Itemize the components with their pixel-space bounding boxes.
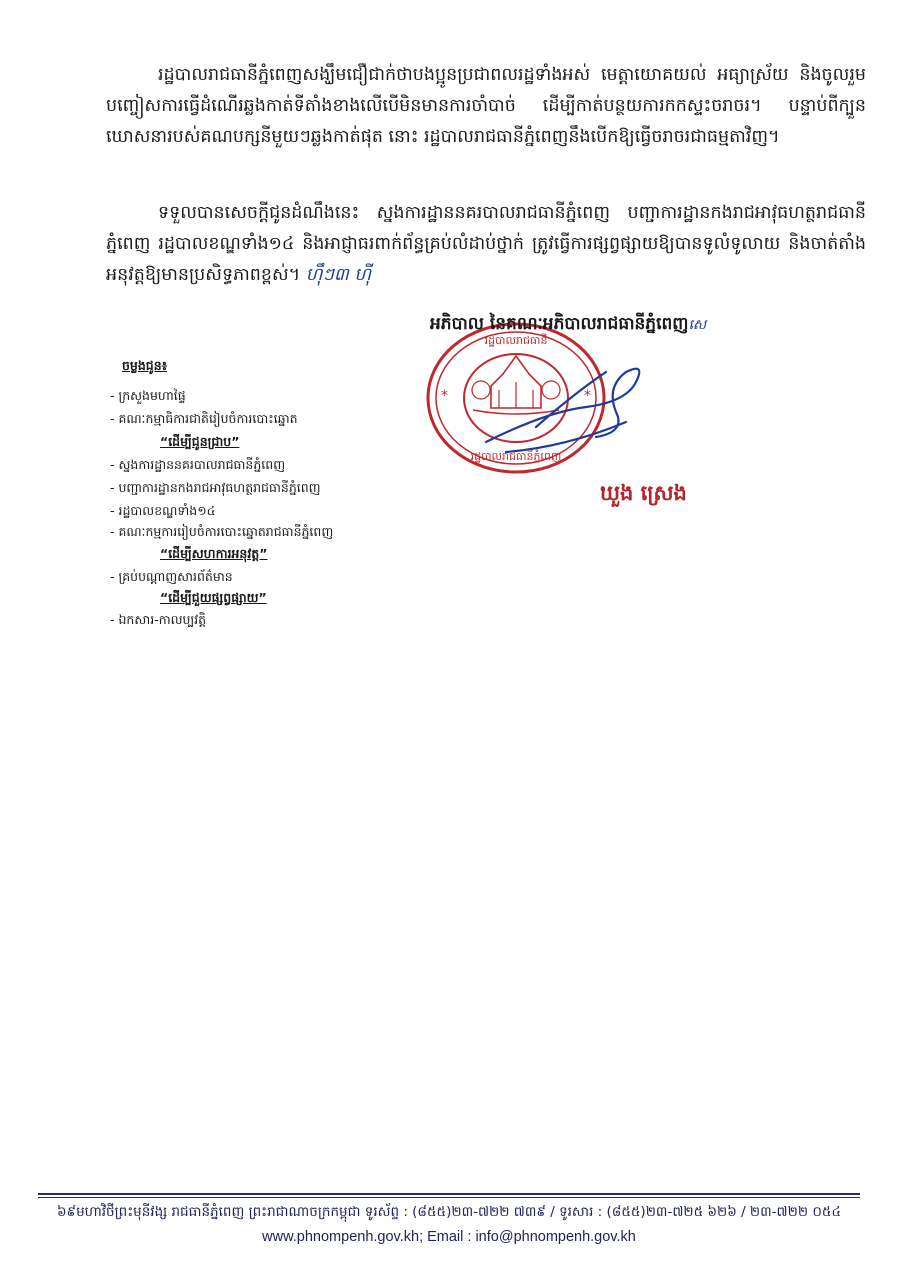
signatory-title-text: អភិបាល នៃគណៈអភិបាលរាជធានីភ្នំពេញ	[430, 314, 689, 334]
recipient-item: - បញ្ជាការដ្ឋានកងរាជអាវុធហត្ថរាជធានីភ្នំពេញ	[110, 480, 321, 495]
footer-rule	[38, 1193, 860, 1195]
recipient-item: - គ្រប់បណ្តាញសារព័ត៌មាន	[110, 569, 233, 584]
svg-text:*: *	[584, 388, 591, 404]
footer-web-email: www.phnompenh.gov.kh; Email : info@phnompenh.gov.kh	[262, 1229, 636, 1245]
signature-scribble	[476, 352, 676, 462]
recipient-item: - គណៈកម្មការរៀបចំការបោះឆ្នោតរាជធានីភ្នំពេញ	[110, 524, 334, 539]
recipient-item: - រដ្ឋបាលខណ្ឌទាំង១៤	[110, 503, 216, 518]
recipient-item: - ស្នងការដ្ឋាននគរបាលរាជធានីភ្នំពេញ	[110, 457, 286, 472]
handwritten-note: ហ៊ឹៗ៣ ហ៊ី	[305, 265, 372, 285]
recipient-purpose: “ដើម្បីជួយផ្សព្វផ្សាយ”	[160, 590, 267, 605]
copy-to-title: ចម្លងជូន៖	[122, 358, 168, 373]
recipient-item: - គណៈកម្មាធិការជាតិរៀបចំការបោះឆ្នោត	[110, 411, 298, 426]
seal-bottom-text: រដ្ឋបាលរាជធានីភ្នំពេញ	[470, 450, 562, 463]
body-paragraph-2	[106, 198, 866, 291]
paragraph-1-text: រដ្ឋបាលរាជធានីភ្នំពេញសង្ឃឹមជឿជាក់ថាបងប្អូនប្រជាពលរដ្ឋទាំងអស់ មេត្តាយោគយល់ អធ្យាស្រ័យ និងចូលរួមបញ្ចៀសការធ្វើដំណើរឆ្លងកាត់ទីតាំងខាងលើបើមិនមានការចាំបាច់ ដើម្បីកាត់បន្ថយការកកស្ទះចរាចរ។ បន្ទាប់ពីក្បួនឃោសនារបស់គណបក្សនីមួយៗឆ្លងកាត់ផុត នោះ រដ្ឋបាលរាជធានីភ្នំពេញនឹងបើកឱ្យធ្វើចរាចរជាធម្មតាវិញ។	[106, 65, 866, 147]
paragraph-2-text: ទទួលបានសេចក្តីជូនដំណឹងនេះ ស្នងការដ្ឋាននគរបាលរាជធានីភ្នំពេញ បញ្ជាការដ្ឋានកងរាជអាវុធហត្ថរាជធានីភ្នំពេញ រដ្ឋបាលខណ្ឌទាំង១៤ និងអាជ្ញាធរពាក់ព័ន្ធគ្រប់លំដាប់ថ្នាក់ ត្រូវធ្វើការផ្សព្វផ្សាយឱ្យបានទូលំទូលាយ និងចាត់តាំងអនុវត្តឱ្យមានប្រសិទ្ធភាពខ្ពស់។	[106, 203, 866, 285]
handwritten-mark: សេ	[688, 317, 707, 333]
recipient-item: - ឯកសារ-កាលប្បវត្តិ	[110, 612, 207, 627]
signer-name: ឃួង ស្រេង	[600, 481, 687, 505]
seal-top-text: រដ្ឋបាលរាជធានី	[484, 334, 548, 347]
recipient-purpose: “ដើម្បីជូនជ្រាប”	[160, 434, 240, 449]
footer-address: ៦៩មហាវិថីព្រះមុនីវង្ស រាជធានីភ្នំពេញ ព្រះរាជាណាចក្រកម្ពុជា ទូរស័ព្ទ : (៨៥៥)២៣-៧២២ ៧៣៩ / ទូរសារ : (៨៥៥)២៣-៧២៥ ៦២៦ / ២៣-៧២២ ០៥៤	[56, 1204, 842, 1220]
signatory-title	[430, 313, 706, 338]
footer-rule-thin	[38, 1197, 860, 1198]
recipient-item: - ក្រសួងមហាផ្ទៃ	[110, 388, 186, 403]
svg-text:*: *	[441, 388, 448, 404]
body-paragraph-1	[106, 60, 866, 153]
recipient-purpose: “ដើម្បីសហការអនុវត្ត”	[160, 546, 268, 561]
